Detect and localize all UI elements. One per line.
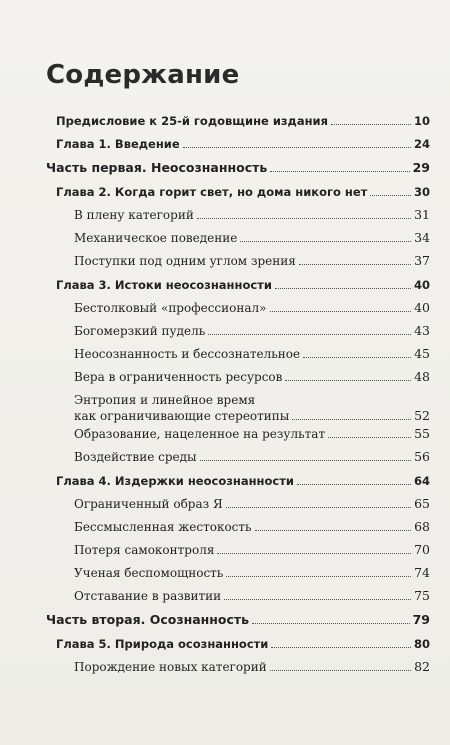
dot-leader xyxy=(255,530,412,531)
dot-leader xyxy=(370,195,411,196)
toc-entry-section xyxy=(74,563,430,581)
toc-entry-section xyxy=(74,298,430,316)
dot-leader xyxy=(270,670,411,671)
toc-page-number: 10 xyxy=(413,114,430,128)
toc-entry-chapter-4 xyxy=(56,471,430,489)
toc-page-number: 79 xyxy=(412,612,430,627)
toc-page-number: 80 xyxy=(413,637,430,651)
dot-leader xyxy=(226,507,411,508)
dot-leader xyxy=(285,380,411,381)
toc-entry-title xyxy=(74,392,289,424)
dot-leader xyxy=(200,460,412,461)
dot-leader xyxy=(240,241,411,242)
toc-page-number: 74 xyxy=(414,565,430,580)
dot-leader xyxy=(303,357,411,358)
toc-entry-chapter-5 xyxy=(56,634,430,652)
toc-page-number: 30 xyxy=(413,185,430,199)
toc-entry-title-line-1: Энтропия и линейное время xyxy=(74,393,256,407)
toc-page-number: 82 xyxy=(414,659,430,674)
toc-page-number: 31 xyxy=(414,207,430,222)
toc-entry-title: Глава 5. Природа осознанности xyxy=(56,637,269,651)
dot-leader xyxy=(297,484,411,485)
toc-entry-part-1 xyxy=(46,158,430,176)
toc-page-number: 40 xyxy=(414,300,430,315)
dot-leader xyxy=(183,147,411,148)
dot-leader xyxy=(275,288,411,289)
dot-leader xyxy=(197,218,411,219)
toc-entry-section xyxy=(74,517,430,535)
dot-leader xyxy=(328,437,411,438)
toc-entry-title: Образование, нацеленное на результат xyxy=(74,427,326,441)
toc-page-number: 29 xyxy=(412,160,430,175)
toc-entry-title: Механическое поведение xyxy=(74,231,238,245)
toc-entry-section xyxy=(74,657,430,675)
toc-page-number: 64 xyxy=(413,474,430,488)
dot-leader xyxy=(331,124,411,125)
toc-entry-title: Часть первая. Неосознанность xyxy=(46,160,268,175)
dot-leader xyxy=(270,311,412,312)
toc-entry-part-2 xyxy=(46,610,430,628)
toc-page-number: 55 xyxy=(414,426,430,441)
toc-entry-section xyxy=(74,228,430,246)
toc-page-number: 40 xyxy=(413,278,430,292)
page-title: Содержание xyxy=(46,60,240,90)
toc-entry-chapter-3 xyxy=(56,275,430,293)
toc-entry-title-line-2: как ограничивающие стереотипы xyxy=(74,409,290,423)
toc-page-number: 52 xyxy=(414,408,430,423)
toc-page-number: 43 xyxy=(414,323,430,338)
toc-page-number: 24 xyxy=(413,137,430,151)
toc-page-number: 48 xyxy=(414,369,430,384)
toc-entry-title: Порождение новых категорий xyxy=(74,660,267,674)
toc-entry-title: Глава 2. Когда горит свет, но дома никого нет xyxy=(56,185,368,199)
toc-entry-section xyxy=(74,321,430,339)
toc-entry-section xyxy=(74,540,430,558)
toc-entry-section xyxy=(74,424,430,442)
toc-entry-section xyxy=(74,367,430,385)
toc-entry-title: Ученая беспомощность xyxy=(74,566,224,580)
toc-entry-title: Предисловие к 25-й годовщине издания xyxy=(56,114,328,128)
toc-entry-section xyxy=(74,344,430,362)
toc-page-number: 65 xyxy=(414,496,430,511)
toc-page-number: 68 xyxy=(414,519,430,534)
toc-entry-title: Неосознанность и бессознательное xyxy=(74,347,301,361)
toc-entry-title: В плену категорий xyxy=(74,208,194,222)
dot-leader xyxy=(208,334,411,335)
toc-page-number: 45 xyxy=(414,346,430,361)
toc-entry-section xyxy=(74,390,430,424)
toc-entry-title: Глава 1. Введение xyxy=(56,137,180,151)
toc-page-number: 70 xyxy=(414,542,430,557)
toc-entry-title: Бессмысленная жестокость xyxy=(74,520,252,534)
toc-entry-title: Глава 4. Издержки неосознанности xyxy=(56,474,294,488)
toc-page-number: 75 xyxy=(414,588,430,603)
dot-leader xyxy=(252,623,410,624)
toc-entry-chapter-2 xyxy=(56,182,430,200)
toc-page-number: 56 xyxy=(414,449,430,464)
toc-entry-title: Отставание в развитии xyxy=(74,589,222,603)
toc-entry-title: Потеря самоконтроля xyxy=(74,543,215,557)
table-of-contents xyxy=(46,0,430,745)
toc-entry-preface xyxy=(56,111,430,129)
toc-entry-title: Воздействие среды xyxy=(74,450,197,464)
dot-leader xyxy=(217,553,411,554)
toc-entry-title: Ограниченный образ Я xyxy=(74,497,223,511)
toc-entry-section xyxy=(74,205,430,223)
toc-entry-title: Бестолковый «профессионал» xyxy=(74,301,267,315)
toc-entry-title: Часть вторая. Осознанность xyxy=(46,612,250,627)
toc-page-number: 37 xyxy=(414,253,430,268)
toc-entry-title: Глава 3. Истоки неосознанности xyxy=(56,278,272,292)
dot-leader xyxy=(299,264,411,265)
toc-entry-section xyxy=(74,447,430,465)
toc-page-number: 34 xyxy=(414,230,430,245)
toc-entry-chapter-1 xyxy=(56,134,430,152)
toc-entry-title: Вера в ограниченность ресурсов xyxy=(74,370,283,384)
toc-entry-title: Богомерзкий пудель xyxy=(74,324,206,338)
toc-entry-section xyxy=(74,586,430,604)
toc-entry-section xyxy=(74,494,430,512)
dot-leader xyxy=(224,599,411,600)
toc-entry-section xyxy=(74,251,430,269)
dot-leader xyxy=(270,171,409,172)
toc-entry-title: Поступки под одним углом зрения xyxy=(74,254,296,268)
dot-leader xyxy=(292,419,411,420)
dot-leader xyxy=(271,647,411,648)
dot-leader xyxy=(226,576,411,577)
